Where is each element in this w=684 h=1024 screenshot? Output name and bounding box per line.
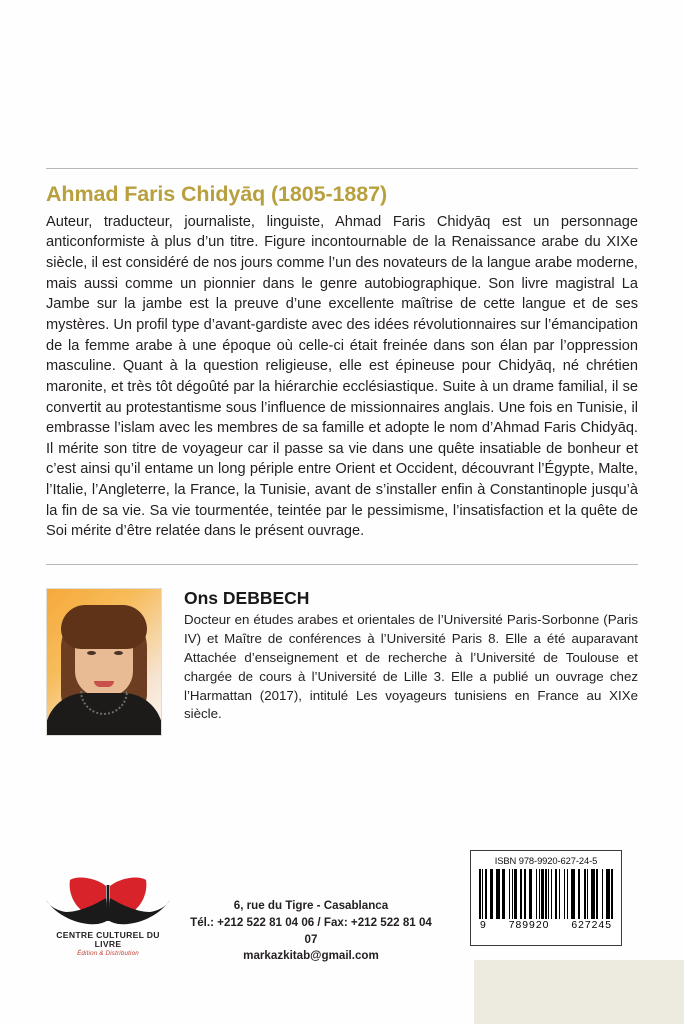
barcode-digit-group1: 789920 bbox=[508, 920, 550, 932]
author-photo bbox=[46, 588, 162, 736]
portrait-eye-right bbox=[114, 651, 123, 655]
publisher-tagline: Édition & Distribution bbox=[77, 949, 139, 957]
contact-phone-fax: Tél.: +212 522 81 04 06 / Fax: +212 522 81 04 07 bbox=[190, 915, 432, 946]
author-text-block bbox=[184, 588, 638, 724]
barcode-digit-left: 9 bbox=[480, 920, 487, 932]
contact-email: markazkitab@gmail.com bbox=[243, 949, 379, 963]
contact-address: 6, rue du Tigre - Casablanca bbox=[233, 899, 389, 912]
author-name: Ons DEBBECH bbox=[184, 588, 310, 608]
contact-info bbox=[186, 898, 436, 965]
book-description-block bbox=[46, 182, 638, 542]
book-description-text: Auteur, traducteur, journaliste, linguiste, Ahmad Faris Chidyāq est un personnage anticonformiste à plus d’un titre. Figure incontournable de la Renaissance arabe du XIXe siècle, il est considéré de nos jours comme l’un des novateurs de la langue arabe moderne, mais aussi comme un pionnier dans le genre autobiographique. Son livre magistral La Jambe sur la jambe est la preuve d’une excellente maîtrise de cette langue et de ses mystères. Un profil type d’avant-gardiste avec des idées révolutionnaires sur l’émancipation de la femme arabe à une époque où celle-ci était freinée dans son élan par l’oppression masculine. Quant à la question religieuse, elle est épineuse pour Chidyāq, né chrétien maronite, et très tôt dégoûté par la hiérarchie ecclésiastique. Suite à un drame familial, il se convertit au protestantisme sous l’influence de missionnaires anglais. Une fois en Tunisie, il embrasse l’islam avec les membres de sa famille et adopte le nom d’Ahmad Faris Chidyāq. Il mérite son titre de voyageur car il passe sa vie dans une quête insatiable de bonheur et c’est ainsi qu’il entame un long périple entre Orient et Occident, découvrant l’Égypte, Malte, l’Italie, l’Angleterre, la France, la Tunisie, avant de s’installer enfin à Constantinople jusqu’à la fin de sa vie. Sa vie tourmentée, teintée par le pessimisme, l’insatisfaction et la quête de Soi mérite d’être relatée dans le présent ouvrage. bbox=[46, 213, 638, 540]
portrait-mouth bbox=[94, 681, 114, 687]
isbn-label: ISBN 978-9920-627-24-5 bbox=[494, 855, 598, 866]
publisher-logo bbox=[44, 876, 172, 958]
corner-swatch bbox=[474, 960, 684, 1024]
portrait-hair-front bbox=[61, 605, 147, 649]
barcode-digit-group2: 627245 bbox=[571, 920, 612, 932]
open-book-icon bbox=[44, 876, 172, 930]
portrait-eye-left bbox=[87, 651, 96, 655]
barcode-digits bbox=[479, 920, 613, 931]
barcode-bars bbox=[479, 869, 613, 919]
publisher-name: CENTRE CULTUREL DU LIVRE bbox=[56, 930, 160, 950]
divider-top bbox=[46, 168, 638, 169]
author-bio-text: Docteur en études arabes et orientales de l’Université Paris-Sorbonne (Paris IV) et Maître de conférences à l’Université Paris 8. Elle a été auparavant Attachée d’enseignement et de recherche à l’Université de Toulouse et chargée de cours à l’Université de Lille 3. Elle a publié un ouvrage chez l’Harmattan (2017), intitulé Les voyageurs tunisiens en France au XIXe siècle. bbox=[184, 612, 638, 722]
divider-author bbox=[46, 564, 638, 565]
barcode-box bbox=[470, 850, 622, 946]
page-title: Ahmad Faris Chidyāq (1805-1887) bbox=[46, 182, 388, 206]
author-block bbox=[46, 588, 638, 736]
